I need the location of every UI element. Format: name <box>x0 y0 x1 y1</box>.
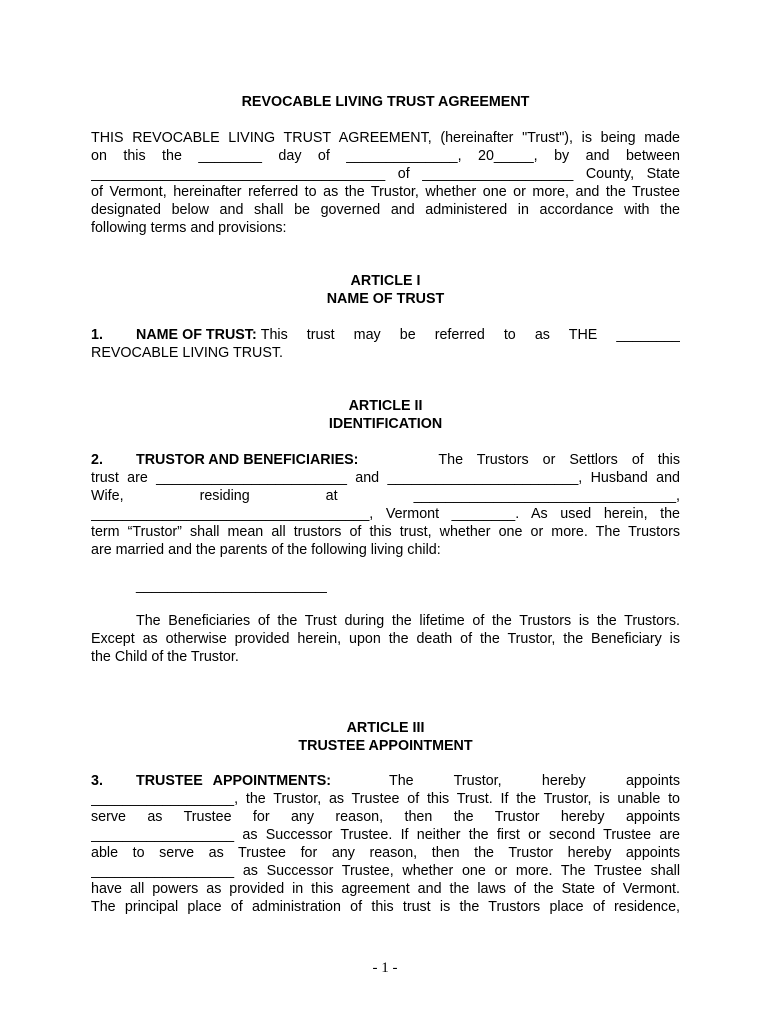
paragraph-line: Except as otherwise provided herein, upon the death of the Trustor, the Beneficiary is <box>91 631 680 647</box>
section-label: TRUSTOR AND BENEFICIARIES: <box>136 452 359 468</box>
beneficiaries-paragraph <box>91 612 680 666</box>
section-line: trust are ________________________ and ________________________, Husband and <box>91 470 680 486</box>
intro-line: following terms and provisions: <box>91 220 287 236</box>
article-1-heading: ARTICLE I <box>350 273 421 289</box>
section-label: TRUSTEE APPOINTMENTS: <box>136 773 331 789</box>
paragraph-line: the Child of the Trustor. <box>91 649 239 665</box>
section-number: 3. <box>91 773 103 789</box>
section-line: The principal place of administration of this trust is the Trustors place of residence, <box>91 899 680 915</box>
article-3-heading: ARTICLE III <box>346 720 425 736</box>
intro-line: on this the ________ day of ______________, 20_____, by and between <box>91 148 680 164</box>
intro-line: _____________________________________ of ___________________ County, State <box>91 166 680 182</box>
section-1-first-line <box>91 326 680 344</box>
section-line: have all powers as provided in this agreement and the laws of the State of Vermont. <box>91 881 680 897</box>
section-text: The Trustors or Settlors of this <box>438 452 680 468</box>
section-line: __________________ as Successor Trustee. If neither the first or second Trustee are <box>91 827 680 843</box>
intro-line: designated below and shall be governed and administered in accordance with the <box>91 202 680 218</box>
section-line: term “Trustor” shall mean all trustors of this trust, whether one or more. The Trustors <box>91 524 680 540</box>
section-text: This trust may be referred to as THE ________ <box>260 327 680 343</box>
blank-line: ________________________ <box>136 578 327 594</box>
section-2-first-line <box>91 451 680 469</box>
section-label: NAME OF TRUST: <box>136 327 257 343</box>
article-2-subheading: IDENTIFICATION <box>328 416 443 432</box>
section-line: REVOCABLE LIVING TRUST. <box>91 345 284 361</box>
section-line: able to serve as Trustee for any reason, then the Trustor hereby appoints <box>91 845 680 861</box>
child-name-blank <box>91 577 680 595</box>
section-number: 1. <box>91 327 103 343</box>
section-2 <box>91 451 680 559</box>
section-line: __________________, the Trustor, as Trustee of this Trust. If the Trustor, is unable to <box>91 791 680 807</box>
intro-line: of Vermont, hereinafter referred to as the Trustor, whether one or more, and the Trustee <box>91 184 680 200</box>
section-line: are married and the parents of the following living child: <box>91 542 441 558</box>
section-number: 2. <box>91 452 103 468</box>
section-3 <box>91 772 680 916</box>
section-line: serve as Trustee for any reason, then the Trustor hereby appoints <box>91 809 680 825</box>
section-line: Wife, residing at _________________________________, <box>91 488 680 504</box>
article-2-heading: ARTICLE II <box>348 398 423 414</box>
document-title: REVOCABLE LIVING TRUST AGREEMENT <box>241 94 530 110</box>
section-3-first-line <box>91 772 680 790</box>
intro-paragraph <box>91 129 680 237</box>
section-text: The Trustor, hereby appoints <box>389 773 680 789</box>
section-line: ___________________________________, Vermont ________. As used herein, the <box>91 506 680 522</box>
article-1-subheading: NAME OF TRUST <box>326 291 445 307</box>
section-line: __________________ as Successor Trustee, whether one or more. The Trustee shall <box>91 863 680 879</box>
section-1 <box>91 326 680 362</box>
page-number: - 1 - <box>372 960 398 976</box>
intro-line: THIS REVOCABLE LIVING TRUST AGREEMENT, (hereinafter "Trust"), is being made <box>91 130 680 146</box>
article-3-subheading: TRUSTEE APPOINTMENT <box>298 738 473 754</box>
paragraph-line: The Beneficiaries of the Trust during the lifetime of the Trustors is the Trustors. <box>136 613 680 629</box>
